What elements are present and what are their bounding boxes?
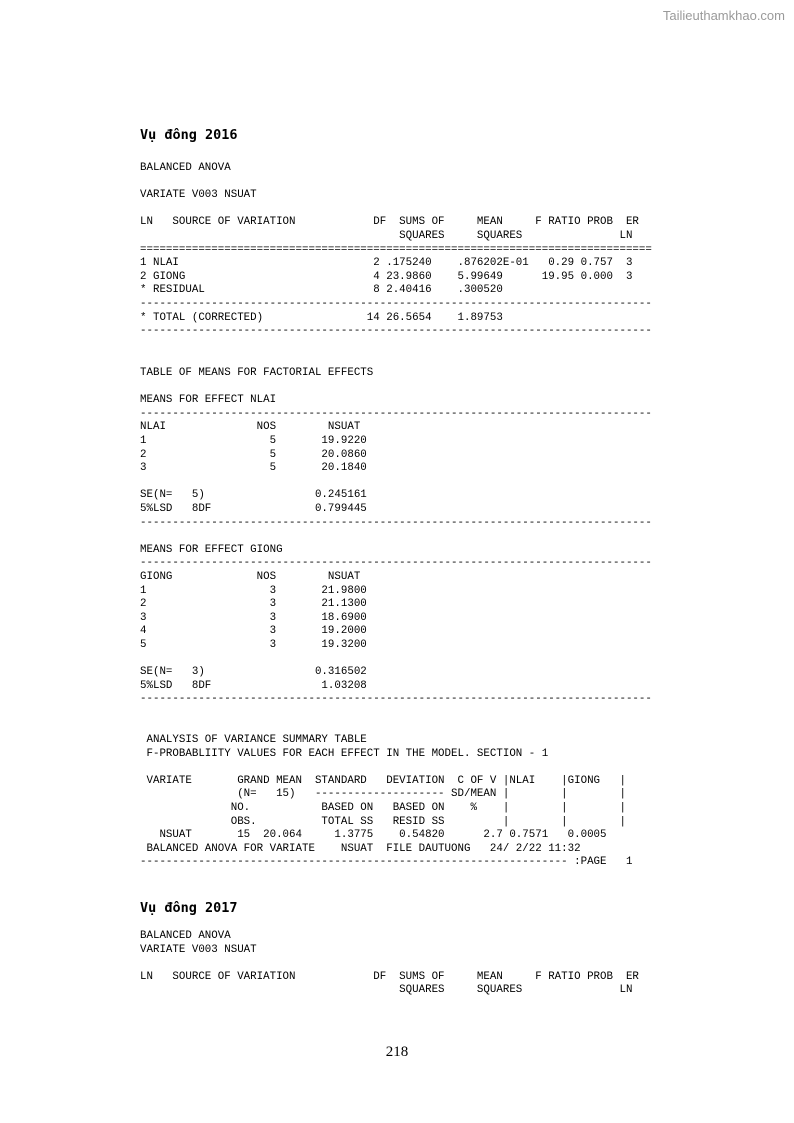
anova-table-2017: BALANCED ANOVA VARIATE V003 NSUAT LN SOURCE OF VARIATION DF SUMS OF MEAN F RATIO PROB ER SQUARES SQUARES LN <box>140 930 639 997</box>
variance-summary-table-2016: ANALYSIS OF VARIANCE SUMMARY TABLE F-PROBABLIITY VALUES FOR EACH EFFECT IN THE MODEL. SECTION - 1 VARIATE GRAND MEAN STANDARD DEVIATION C OF V |NLAI |GIONG | (N= 15) -------------------- SD/MEAN | | | NO. BASED ON BASED ON % | | | OBS. TOTAL SS RESID SS | | | NSUAT 15 20.064 1.3775 0.54820 2.7 0.7571 0.0005 BALANCED ANOVA FOR VARIATE NSUAT FILE DAUTUONG 24/ 2/22 11:32 ------------------------------------------------------------------ :PAGE 1 <box>140 734 633 869</box>
watermark: Tailieuthamkhao.com <box>662 8 785 23</box>
section-heading-2017: Vụ đông 2017 <box>140 900 238 916</box>
page-number: 218 <box>385 1044 409 1060</box>
means-tables-2016: TABLE OF MEANS FOR FACTORIAL EFFECTS MEANS FOR EFFECT NLAI ------------------------------------------------------------------------------- NLAI NOS NSUAT 1 5 19.9220 2 5 20.0860 3 5 20.1840 SE(N= 5) 0.245161 5%LSD 8DF 0.799445 ------------------------------------------------------------------------------- MEANS FOR EFFECT GIONG ------------------------------------------------------------------------------- GIONG NOS NSUAT 1 3 21.9800 2 3 21.1300 3 3 18.6900 4 3 19.2000 5 3 19.3200 SE(N= 3) 0.316502 5%LSD 8DF 1.03208 ------------------------------------------------------------------------------- <box>140 367 652 706</box>
section-heading-2016: Vụ đông 2016 <box>140 127 238 143</box>
anova-table-2016: BALANCED ANOVA VARIATE V003 NSUAT LN SOURCE OF VARIATION DF SUMS OF MEAN F RATIO PROB ER SQUARES SQUARES LN =============================================================================== 1 NLAI 2 .175240 .876202E-01 0.29 0.757 3 2 GIONG 4 23.9860 5.99649 19.95 0.000 3 * RESIDUAL 8 2.40416 .300520 ------------------------------------------------------------------------------- * TOTAL (CORRECTED) 14 26.5654 1.89753 ------------------------------------------------------------------------------- <box>140 162 652 338</box>
